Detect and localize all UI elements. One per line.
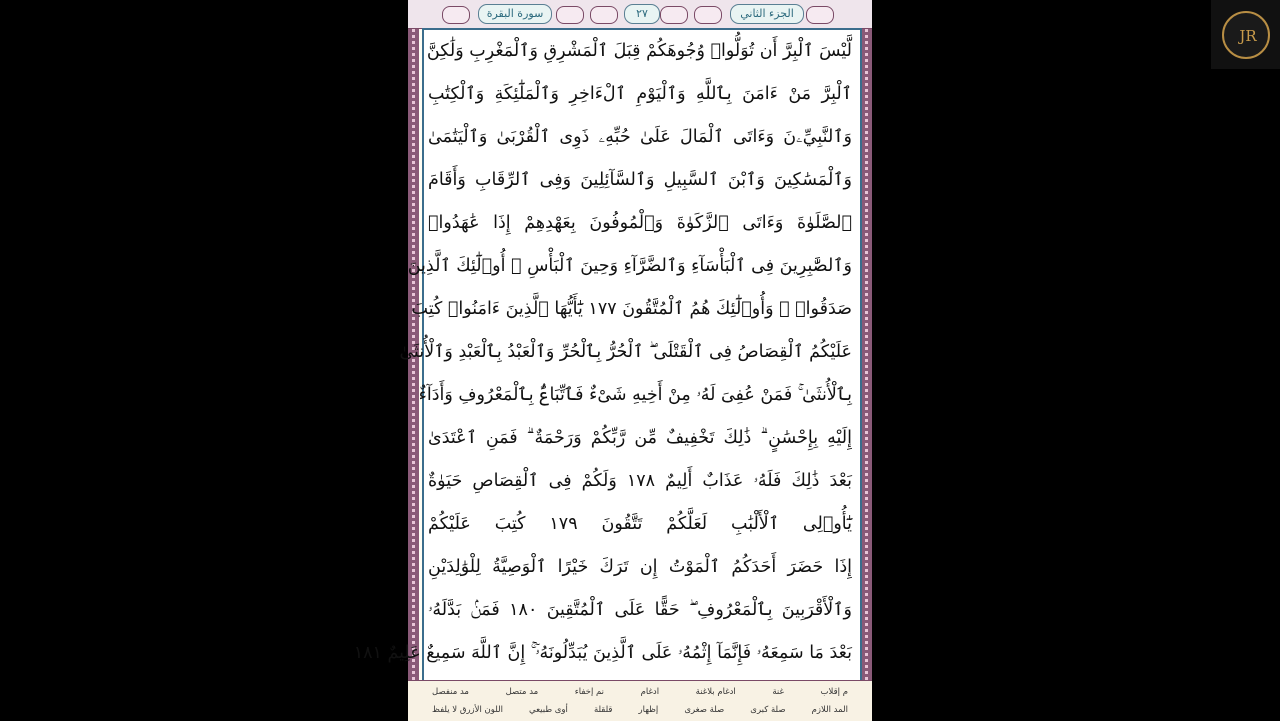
verse-line: لَّيْسَ ٱلْبِرَّ أَن تُوَلُّوا۟ وُجُوهَكُمْ قِبَلَ ٱلْمَشْرِقِ وَٱلْمَغْرِبِ وَلَٰكِنَّ (426, 41, 852, 61)
verse-line: بِٱلْأُنثَىٰ ۚ فَمَنْ عُفِىَ لَهُۥ مِنْ أَخِيهِ شَىْءٌ فَٱتِّبَاعٌۢ بِٱلْمَعْرُوفِ وَأَدَآءٌ (418, 385, 852, 405)
legend-item: م إقلاب (820, 687, 848, 697)
mushaf-page (353, 0, 872, 720)
verse-line: وَٱلْمَسَٰكِينَ وَٱبْنَ ٱلسَّبِيلِ وَٱلسَّآئِلِينَ وَفِى ٱلرِّقَابِ وَأَقَامَ (428, 170, 852, 190)
legend-item: المد اللازم (811, 705, 848, 715)
verse-line: وَٱلنَّبِيِّۦنَ وَءَاتَى ٱلْمَالَ عَلَىٰ حُبِّهِۦ ذَوِى ٱلْقُرْبَىٰ وَٱلْيَتَٰمَىٰ (428, 127, 852, 147)
legend-item: إظهار (638, 705, 659, 715)
verse-line: إِلَيْهِ بِإِحْسَٰنٍ ۗ ذَٰلِكَ تَخْفِيفٌ مِّن رَّبِّكُمْ وَرَحْمَةٌ ۗ فَمَنِ ٱعْتَدَىٰ (428, 428, 852, 448)
page-header (408, 0, 872, 29)
legend-item: ادغام بلاغنة (695, 687, 736, 697)
legend-row (432, 702, 848, 718)
legend-item: نم إخفاء (574, 687, 605, 697)
verse-line: إِذَا حَضَرَ أَحَدَكُمُ ٱلْمَوْتُ إِن تَرَكَ خَيْرًا ٱلْوَصِيَّةُ لِلْوَٰلِدَيْنِ (428, 557, 852, 577)
legend-item: اللون الأزرق لا يلفظ (432, 705, 503, 715)
ornament-icon (590, 6, 618, 24)
legend-item: قلقلة (593, 705, 613, 715)
logo-text: JR (1239, 27, 1257, 45)
legend-item: صلة صغرى (684, 705, 725, 715)
ornament-icon (660, 6, 688, 24)
verse-line: بَعْدَ مَا سَمِعَهُۥ فَإِنَّمَآ إِثْمُهُۥ عَلَى ٱلَّذِينَ يُبَدِّلُونَهُۥٓ ۚ إِنَّ ٱللَّهَ سَمِيعٌ عَلِيمٌ ١٨١ (353, 643, 852, 663)
verse-line: وَٱلْأَقْرَبِينَ بِٱلْمَعْرُوفِ ۖ حَقًّا عَلَى ٱلْمُتَّقِينَ ١٨٠ فَمَنۢ بَدَّلَهُۥ (428, 600, 852, 620)
verse-line: صَدَقُوا۟ ۖ وَأُو۟لَٰٓئِكَ هُمُ ٱلْمُتَّقُونَ ١٧٧ يَٰٓأَيُّهَا ٱلَّذِينَ ءَامَنُوا۟ كُتِبَ (411, 299, 852, 319)
surah-name: سورة البقرة (478, 4, 552, 24)
verse-line: عَلَيْكُمُ ٱلْقِصَاصُ فِى ٱلْقَتْلَى ۖ ٱلْحُرُّ بِٱلْحُرِّ وَٱلْعَبْدُ بِٱلْعَبْدِ وَٱلْأُنثَىٰ (399, 342, 852, 362)
ornament-icon (806, 6, 834, 24)
ornament-icon (694, 6, 722, 24)
verse-line: يَٰٓأُو۟لِى ٱلْأَلْبَٰبِ لَعَلَّكُمْ تَتَّقُونَ ١٧٩ كُتِبَ عَلَيْكُمْ (428, 514, 852, 534)
juz-name: الجزء الثاني (730, 4, 804, 24)
legend-item: صلة كبرى (750, 705, 786, 715)
legend-item: غنة (772, 687, 784, 697)
page-number: ٢٧ (624, 4, 660, 24)
tajweed-legend (408, 680, 872, 721)
ornament-icon (442, 6, 470, 24)
logo-icon (1222, 11, 1270, 59)
legend-item: مد منفصل (432, 687, 469, 697)
legend-item: ادغام (640, 687, 660, 697)
legend-row (432, 684, 848, 700)
channel-logo (1211, 0, 1280, 69)
verse-line: ٱلْبِرَّ مَنْ ءَامَنَ بِٱللَّهِ وَٱلْيَوْمِ ٱلْءَاخِرِ وَٱلْمَلَٰٓئِكَةِ وَٱلْكِتَٰبِ (428, 84, 852, 104)
legend-item: مد متصل (505, 687, 539, 697)
verse-line: ٱلصَّلَوٰةَ وَءَاتَى ٱلزَّكَوٰةَ وَٱلْمُوفُونَ بِعَهْدِهِمْ إِذَا عَٰهَدُوا۟ (428, 213, 852, 233)
ornament-icon (556, 6, 584, 24)
verse-line: بَعْدَ ذَٰلِكَ فَلَهُۥ عَذَابٌ أَلِيمٌ ١٧٨ وَلَكُمْ فِى ٱلْقِصَاصِ حَيَوٰةٌ (428, 471, 852, 491)
legend-item: أوى طبيعي (529, 705, 568, 715)
verse-line: وَٱلصَّٰبِرِينَ فِى ٱلْبَأْسَآءِ وَٱلضَّرَّآءِ وَحِينَ ٱلْبَأْسِ ۗ أُو۟لَٰٓئِكَ ٱلَّذِينَ (407, 256, 852, 276)
verse-lines (353, 32, 854, 678)
